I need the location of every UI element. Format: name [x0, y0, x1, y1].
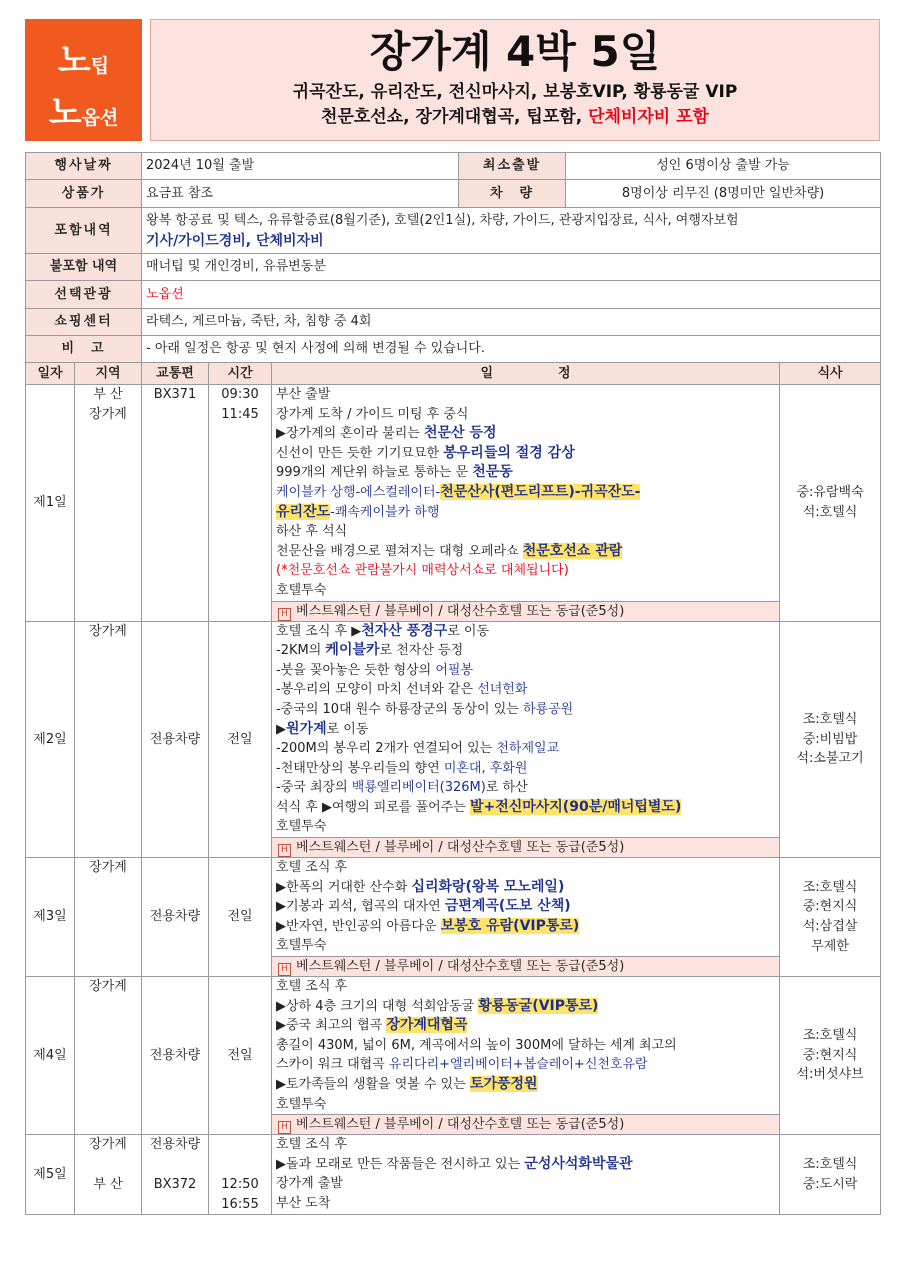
- region-cell: [75, 1135, 142, 1215]
- schedule-highlight: 어필봉: [435, 662, 474, 678]
- region-text: 장가계: [89, 1137, 127, 1153]
- transport-text: BX371: [153, 387, 197, 402]
- schedule-text: -붓을 꽂아놓은 듯한 형상의: [276, 662, 436, 678]
- note-value: - 아래 일정은 항공 및 현지 사정에 의해 변경될 수 있습니다.: [142, 336, 881, 363]
- schedule-text: ▶반자연, 반인공의 아름다운: [276, 918, 441, 934]
- schedule-line: [276, 641, 775, 661]
- schedule-text: -2KM의: [276, 643, 326, 659]
- schedule-line: [276, 503, 775, 523]
- time-text: 09:30: [221, 387, 259, 402]
- hotel-cell: [272, 1115, 780, 1135]
- hotel-text: 베스트웨스턴 / 블루베이 / 대성산수호텔 또는 동급(준5성): [296, 603, 625, 619]
- meal-text: 조:호텔식: [802, 879, 858, 895]
- schedule-line: [276, 581, 775, 601]
- schedule-highlight: 토가풍정원: [469, 1076, 538, 1092]
- schedule-line: [276, 1055, 775, 1075]
- schedule-line: [276, 424, 775, 444]
- schedule-line: [276, 798, 775, 818]
- meal-text: 조:호텔식: [802, 1028, 858, 1044]
- meal-cell: [780, 621, 881, 858]
- schedule-text: ▶기봉과 괴석, 협곡의 대자연: [276, 899, 445, 915]
- hotel-cell: [272, 838, 780, 858]
- time-text: 16:55: [221, 1196, 259, 1212]
- meal-text: 중:비빔밥: [802, 731, 858, 747]
- hotel-icon: H: [278, 844, 291, 857]
- schedule-line: [276, 1036, 775, 1056]
- schedule-highlight: 발+전신마사지(90분/매너팁별도): [469, 798, 682, 815]
- schedule-highlight: 천자산 풍경구: [361, 622, 448, 639]
- col-day: 일자: [26, 363, 75, 385]
- schedule-cell: [272, 1135, 780, 1215]
- subtitle-line-2: [151, 105, 879, 130]
- schedule-highlight: 케이블카: [325, 642, 380, 659]
- schedule-note: (*천문호선쇼 관람불가시 매력상서쇼로 대체됩니다): [276, 563, 569, 579]
- time-text: 11:45: [221, 406, 259, 422]
- col-time: 시간: [209, 363, 272, 385]
- schedule-line: [276, 385, 775, 405]
- schedule-cell: [272, 858, 780, 957]
- schedule-line: [276, 739, 775, 759]
- schedule-cell: [272, 621, 780, 838]
- title-box: [150, 19, 880, 141]
- schedule-text: 로 이동: [447, 623, 490, 639]
- schedule-text: 호텔 조식 후: [276, 1137, 348, 1153]
- schedule-highlight: 십리화랑(왕복 모노레일): [411, 878, 565, 895]
- schedule-text: 장가계 출발: [276, 1176, 343, 1192]
- day-row: [26, 858, 881, 957]
- day-row: [26, 1135, 881, 1215]
- schedule-highlight: -쾌속케이블카 하행: [330, 504, 440, 520]
- schedule-text: ▶한폭의 거대한 산수화: [276, 879, 412, 895]
- schedule-highlight: 금편계곡(도보 산책): [444, 898, 571, 915]
- schedule-line: [276, 1135, 775, 1155]
- schedule-highlight: 원가계: [286, 720, 327, 737]
- col-transport: 교통편: [142, 363, 209, 385]
- schedule-text: 로 이동: [326, 721, 369, 737]
- day-label: 제2일: [26, 621, 75, 858]
- schedule-text: 석식 후 ▶여행의 피로를 풀어주는: [276, 799, 470, 815]
- schedule-highlight: 천하제일교: [496, 741, 560, 757]
- logo-text: 노: [57, 41, 91, 81]
- itinerary-table: [25, 152, 881, 1215]
- schedule-text: 호텔 조식 후: [276, 860, 348, 876]
- meal-text: 석:호텔식: [802, 504, 858, 520]
- schedule-line: [276, 1016, 775, 1036]
- day-label: 제4일: [26, 977, 75, 1135]
- schedule-highlight: 선녀헌화: [477, 682, 528, 698]
- region-text: 장가계: [89, 979, 127, 995]
- transport-text: 전용차량: [149, 1137, 201, 1153]
- schedule-line: [276, 522, 775, 542]
- time-cell: [209, 1135, 272, 1215]
- schedule-line: [276, 917, 775, 937]
- meal-text: 무제한: [811, 938, 849, 954]
- day-label: 제1일: [26, 385, 75, 622]
- subtitle-text: 천문호선쇼, 장가계대협곡, 팁포함,: [321, 107, 583, 127]
- meal-text: 석:버섯샤브: [796, 1067, 864, 1083]
- schedule-line: [276, 878, 775, 898]
- region-cell: [75, 977, 142, 1135]
- schedule-text: 천문산을 배경으로 펼쳐지는 대형 오페라쇼: [276, 543, 523, 559]
- day-row: [26, 385, 881, 602]
- subtitle-highlight: 단체비자비 포함: [588, 107, 709, 127]
- col-schedule: 일 정: [272, 363, 780, 385]
- schedule-text: -봉우리의 모양이 마치 선녀와 같은: [276, 682, 478, 698]
- day-row: [26, 977, 881, 1115]
- meal-cell: [780, 977, 881, 1135]
- schedule-text: ▶돌과 모래로 만든 작품들은 전시하고 있는: [276, 1156, 525, 1172]
- time-cell: [209, 385, 272, 622]
- info-row-excluded: [26, 254, 881, 281]
- excluded-value: 매너팁 및 개인경비, 유류변동분: [142, 254, 881, 281]
- info-row-shopping: [26, 309, 881, 336]
- schedule-highlight: 케이블카 상행-에스컬레이터-: [276, 484, 441, 500]
- info-row-date: [26, 153, 881, 180]
- schedule-highlight: 군성사석화박물관: [524, 1155, 633, 1172]
- schedule-text: -중국의 10대 원수 하룡장군의 동상이 있는: [276, 701, 523, 717]
- meal-text: 중:유람백숙: [796, 485, 864, 501]
- meal-text: 조:호텔식: [802, 1157, 858, 1173]
- schedule-line: [276, 897, 775, 917]
- schedule-header-row: [26, 363, 881, 385]
- time-text: 12:50: [221, 1177, 259, 1193]
- schedule-text: ▶중국 최고의 협곡: [276, 1018, 387, 1034]
- transport-cell: 전용차량: [142, 977, 209, 1135]
- schedule-line: [276, 817, 775, 837]
- schedule-highlight: 장가계대협곡: [386, 1017, 468, 1034]
- schedule-highlight: 천문동: [472, 464, 513, 481]
- schedule-line: [276, 1194, 775, 1214]
- date-label: 행사날짜: [26, 153, 142, 180]
- schedule-text: 호텔 조식 후 ▶: [276, 623, 362, 639]
- vehicle-value: 8명이상 리무진 (8명미만 일반차량): [566, 180, 881, 208]
- schedule-text: 부산 출발: [276, 387, 331, 402]
- date-value: 2024년 10월 출발: [142, 153, 459, 180]
- region-cell: [75, 385, 142, 622]
- schedule-highlight: 미혼대, 후화원: [443, 760, 528, 776]
- schedule-highlight: 천문산사(편도리프트)-귀곡잔도-: [440, 483, 641, 500]
- info-row-option: [26, 281, 881, 309]
- meal-cell: [780, 858, 881, 977]
- schedule-text: 999개의 계단위 하늘로 통하는 문: [276, 465, 473, 481]
- included-value: [142, 208, 881, 254]
- region-text: 부 산: [93, 1176, 123, 1192]
- schedule-text: -천태만상의 봉우리들의 향연: [276, 760, 444, 776]
- meal-cell: [780, 1135, 881, 1215]
- logo-text: 옵션: [81, 107, 119, 129]
- transport-text: BX372: [153, 1176, 197, 1192]
- schedule-text: 호텔 조식 후: [276, 979, 348, 995]
- schedule-highlight: 천문산 등정: [424, 425, 497, 442]
- meal-text: 중:도시락: [802, 1176, 858, 1192]
- schedule-cell: [272, 385, 780, 602]
- hotel-cell: [272, 601, 780, 621]
- schedule-line: [276, 977, 775, 997]
- min-label: 최소출발: [459, 153, 566, 180]
- schedule-line: [276, 720, 775, 740]
- min-value: 성인 6명이상 출발 가능: [566, 153, 881, 180]
- schedule-line: [276, 444, 775, 464]
- included-highlight: 기사/가이드경비, 단체비자비: [146, 232, 324, 249]
- hotel-text: 베스트웨스턴 / 블루베이 / 대성산수호텔 또는 동급(준5성): [296, 959, 625, 975]
- schedule-line: [276, 997, 775, 1017]
- schedule-text: 하산 후 석식: [276, 524, 348, 540]
- transport-cell: [142, 1135, 209, 1215]
- col-region: 지역: [75, 363, 142, 385]
- day-label: 제3일: [26, 858, 75, 977]
- schedule-text: 총길이 430M, 넓이 6M, 계곡에서의 높이 300M에 달하는 세계 최고의: [276, 1037, 677, 1053]
- logo-text: 팁: [90, 55, 110, 77]
- schedule-highlight: 백룡엘리베이터(326M): [351, 780, 486, 796]
- schedule-highlight: 봉우리들의 절경 감상: [443, 444, 575, 461]
- schedule-line: [276, 1095, 775, 1115]
- schedule-line: [276, 778, 775, 798]
- transport-cell: 전용차량: [142, 858, 209, 977]
- schedule-line: [276, 700, 775, 720]
- time-cell: 전일: [209, 858, 272, 977]
- schedule-text: 부산 도착: [276, 1195, 331, 1211]
- hotel-icon: H: [278, 608, 291, 621]
- meal-text: 석:삼겹살: [802, 919, 858, 935]
- meal-text: 조:호텔식: [802, 711, 858, 727]
- schedule-highlight: 유리다리+엘리베이터+봅슬레이+신천호유람: [388, 1057, 648, 1073]
- time-cell: 전일: [209, 977, 272, 1135]
- schedule-line: [276, 759, 775, 779]
- schedule-line: [276, 1174, 775, 1194]
- region-cell: [75, 858, 142, 977]
- schedule-line: [276, 463, 775, 483]
- schedule-highlight: 천문호선쇼 관람: [522, 542, 623, 559]
- schedule-highlight: 황룡동굴(VIP통로): [478, 997, 599, 1014]
- page-title: 장가계 4박 5일: [369, 27, 661, 76]
- meal-text: 중:현지식: [802, 899, 858, 915]
- schedule-text: 호텔투숙: [276, 938, 327, 954]
- option-value: 노옵션: [142, 281, 881, 309]
- included-label: 포함내역: [26, 208, 142, 254]
- schedule-cell: [272, 977, 780, 1115]
- schedule-line: [276, 661, 775, 681]
- schedule-line: [276, 483, 775, 503]
- schedule-text: -중국 최장의: [276, 780, 352, 796]
- schedule-line: [276, 561, 775, 581]
- day-label: 제5일: [26, 1135, 75, 1215]
- shopping-value: 라텍스, 게르마늄, 죽탄, 차, 침향 중 4회: [142, 309, 881, 336]
- schedule-text: 호텔투숙: [276, 819, 327, 835]
- hotel-icon: H: [278, 1121, 291, 1134]
- day-row: [26, 621, 881, 838]
- schedule-line: [276, 622, 775, 642]
- schedule-text: ▶장가계의 혼이라 불리는: [276, 426, 424, 442]
- meal-text: 중:현지식: [802, 1047, 858, 1063]
- schedule-line: [276, 858, 775, 878]
- region-text: 장가계: [89, 623, 127, 639]
- price-value: 요금표 참조: [142, 180, 459, 208]
- schedule-text: 호텔투숙: [276, 1096, 327, 1112]
- schedule-line: [276, 680, 775, 700]
- transport-cell: 전용차량: [142, 621, 209, 858]
- schedule-line: [276, 405, 775, 425]
- schedule-line: [276, 1075, 775, 1095]
- included-line: 왕복 항공료 및 텍스, 유류할증료(8월기준), 호텔(2인1실), 차량, 가이드, 관광지입장료, 식사, 여행자보험: [146, 212, 739, 228]
- info-row-note: [26, 336, 881, 363]
- brand-logo: [25, 19, 142, 141]
- region-text: 장가계: [89, 406, 127, 422]
- schedule-text: 신선이 만든 듯한 기기묘묘한: [276, 445, 444, 461]
- schedule-text: -200M의 봉우리 2개가 연결되어 있는: [276, 741, 497, 757]
- region-text: 부 산: [93, 387, 123, 402]
- schedule-highlight: 유리잔도: [276, 503, 331, 520]
- transport-cell: [142, 385, 209, 622]
- hotel-text: 베스트웨스턴 / 블루베이 / 대성산수호텔 또는 동급(준5성): [296, 1117, 625, 1133]
- col-meal: 식사: [780, 363, 881, 385]
- info-row-included: [26, 208, 881, 254]
- schedule-text: 스카이 워크 대협곡: [276, 1057, 389, 1073]
- schedule-text: ▶토가족들의 생활을 엿볼 수 있는: [276, 1077, 470, 1092]
- hotel-cell: [272, 957, 780, 977]
- schedule-line: [276, 1155, 775, 1175]
- price-label: 상품가: [26, 180, 142, 208]
- meal-text: 석:소불고기: [796, 751, 864, 767]
- schedule-text: 호텔투숙: [276, 582, 327, 598]
- hotel-text: 베스트웨스턴 / 블루베이 / 대성산수호텔 또는 동급(준5성): [296, 840, 625, 856]
- hotel-icon: H: [278, 963, 291, 976]
- schedule-highlight: 하룡공원: [522, 701, 574, 717]
- schedule-text: ▶상하 4층 크기의 대형 석회암동굴: [276, 998, 479, 1014]
- vehicle-label: 차 량: [459, 180, 566, 208]
- meal-cell: [780, 385, 881, 622]
- schedule-text: 로 하산: [485, 780, 528, 796]
- note-label: 비 고: [26, 336, 142, 363]
- schedule-text: 장가계 도착 / 가이드 미팅 후 중식: [276, 406, 469, 422]
- region-text: 장가계: [89, 860, 127, 876]
- region-cell: [75, 621, 142, 858]
- subtitle-line-1: 귀곡잔도, 유리잔도, 전신마사지, 보봉호VIP, 황룡동굴 VIP: [292, 82, 738, 102]
- schedule-text: ▶: [276, 721, 287, 737]
- shopping-label: 쇼핑센터: [26, 309, 142, 336]
- schedule-line: [276, 542, 775, 562]
- schedule-text: 로 천자산 등정: [379, 643, 464, 659]
- logo-text: 노: [48, 93, 82, 133]
- time-cell: 전일: [209, 621, 272, 858]
- schedule-highlight: 보봉호 유람(VIP통로): [440, 917, 580, 934]
- excluded-label: 불포함 내역: [26, 254, 142, 281]
- schedule-line: [276, 936, 775, 956]
- option-label: 선택관광: [26, 281, 142, 309]
- info-row-price: [26, 180, 881, 208]
